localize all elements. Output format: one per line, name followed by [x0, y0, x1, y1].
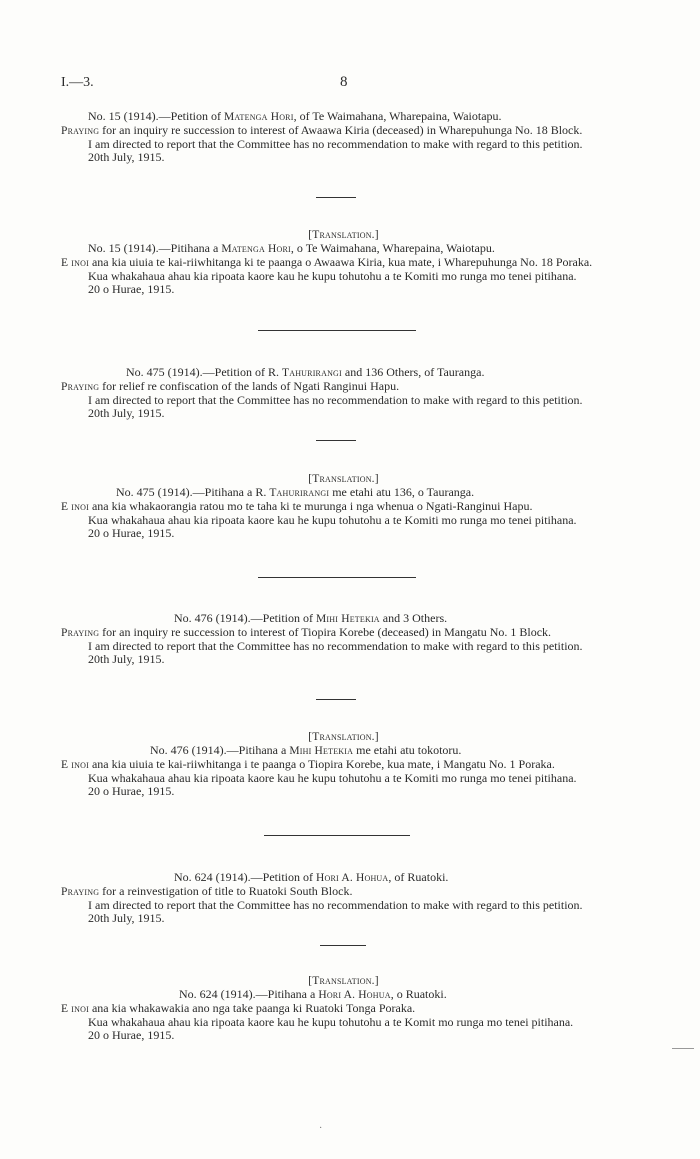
petition-english [61, 612, 626, 666]
page-number: 8 [340, 74, 348, 90]
committee-report: I am directed to report that the Committee has no recommendation to make with regard to this petition. [88, 393, 583, 407]
committee-report: I am directed to report that the Committee has no recommendation to make with regard to this petition. [88, 898, 583, 912]
section-divider [320, 945, 366, 946]
section-divider [316, 197, 356, 198]
petitioner-name: Tahurirangi [282, 367, 342, 379]
petitioner-name: Hori A. Hohua [316, 872, 389, 884]
inoi-text: E inoi ana kia uiuia te kai-riiwhitanga i te paanga o Tiopira Korebe, kua mate, i Mangatu No. 1 Poraka. [61, 757, 555, 771]
report-date: 20 o Hurae, 1915. [88, 1028, 175, 1042]
inoi-text: E inoi ana kia uiuia te kai-riiwhitanga ki te paanga o Awaawa Kiria, kua mate, i Wharepuhunga No. 18 Poraka. [61, 255, 593, 269]
petition-title: No. 624 (1914).—Pitihana a Hori A. Hohua, o Ruatoki. [179, 987, 447, 1001]
petitioner-name: Hori A. Hohua [318, 989, 391, 1001]
petition-title: No. 476 (1914).—Pitihana a Mihi Hetekia me etahi atu tokotoru. [150, 743, 462, 757]
praying-text: Praying for a reinvestigation of title to Ruatoki South Block. [61, 884, 353, 898]
petitioner-name: Mihi Hetekia [289, 745, 354, 757]
translation-label: [Translation.] [308, 229, 379, 241]
petitioner-name: Tahurirangi [269, 487, 330, 499]
petition-title: No. 475 (1914).—Petition of R. Tahurirangi and 136 Others, of Tauranga. [126, 365, 485, 379]
paper-series-code: I.—3. [61, 75, 94, 90]
petition-title: No. 476 (1914).—Petition of Mihi Hetekia and 3 Others. [174, 611, 448, 625]
petition-title: No. 475 (1914).—Pitihana a R. Tahurirangi me etahi atu 136, o Tauranga. [116, 485, 475, 499]
translation-label: [Translation.] [308, 731, 379, 743]
petition-divider [264, 835, 410, 836]
petitioner-name: Matenga Hori [221, 243, 291, 255]
committee-report: Kua whakahaua ahau kia ripoata kaore kau he kupu tohutohu a te Komiti mo runga mo tenei pitihana. [88, 771, 577, 785]
report-date: 20 o Hurae, 1915. [88, 282, 175, 296]
committee-report: I am directed to report that the Committee has no recommendation to make with regard to this petition. [88, 639, 583, 653]
petition-translation [61, 472, 626, 540]
petition-translation [61, 228, 626, 296]
praying-text: Praying for relief re confiscation of the lands of Ngati Ranginui Hapu. [61, 379, 400, 393]
petition-divider [258, 330, 416, 331]
inoi-text: E inoi ana kia whakawakia ano nga take paanga ki Ruatoki Tonga Poraka. [61, 1001, 416, 1015]
report-date: 20th July, 1915. [88, 911, 165, 925]
praying-text: Praying for an inquiry re succession to interest of Awaawa Kiria (deceased) in Wharepuhunga No. 18 Block. [61, 123, 583, 137]
committee-report: Kua whakahaua ahau kia ripoata kaore kau he kupu tohutohu a te Komiti mo runga mo tenei pitihana. [88, 269, 577, 283]
committee-report: Kua whakahaua ahau kia ripoata kaore kau he kupu tohutohu a te Komit mo runga mo tenei pitihana. [88, 1015, 574, 1029]
petitioner-name: Mihi Hetekia [316, 613, 380, 625]
petition-english [61, 110, 626, 164]
section-divider [316, 699, 356, 700]
petition-english [61, 366, 626, 420]
report-date: 20th July, 1915. [88, 150, 165, 164]
petition-translation [61, 974, 626, 1042]
committee-report: Kua whakahaua ahau kia ripoata kaore kau he kupu tohutohu a te Komiti mo runga mo tenei pitihana. [88, 513, 577, 527]
scan-dot: · [319, 1123, 323, 1134]
petition-title: No. 15 (1914).—Petition of Matenga Hori, of Te Waimahana, Wharepaina, Waiotapu. [88, 109, 502, 123]
petition-title: No. 624 (1914).—Petition of Hori A. Hohua, of Ruatoki. [174, 870, 449, 884]
petition-divider [258, 577, 416, 578]
inoi-text: E inoi ana kia whakaorangia ratou mo te taha ki te murunga i nga whenua o Ngati-Ranginui Hapu. [61, 499, 533, 513]
petition-english [61, 871, 626, 925]
scan-mark [672, 1048, 694, 1049]
report-date: 20th July, 1915. [88, 406, 165, 420]
report-date: 20 o Hurae, 1915. [88, 526, 175, 540]
petition-title: No. 15 (1914).—Pitihana a Matenga Hori, o Te Waimahana, Wharepaina, Waiotapu. [88, 241, 495, 255]
section-divider [316, 440, 356, 441]
committee-report: I am directed to report that the Committee has no recommendation to make with regard to this petition. [88, 137, 583, 151]
petition-translation [61, 730, 626, 798]
praying-text: Praying for an inquiry re succession to interest of Tiopira Korebe (deceased) in Mangatu No. 1 Block. [61, 625, 552, 639]
report-date: 20th July, 1915. [88, 652, 165, 666]
translation-label: [Translation.] [308, 473, 379, 485]
report-date: 20 o Hurae, 1915. [88, 784, 175, 798]
translation-label: [Translation.] [308, 975, 379, 987]
petitioner-name: Matenga Hori [224, 111, 294, 123]
